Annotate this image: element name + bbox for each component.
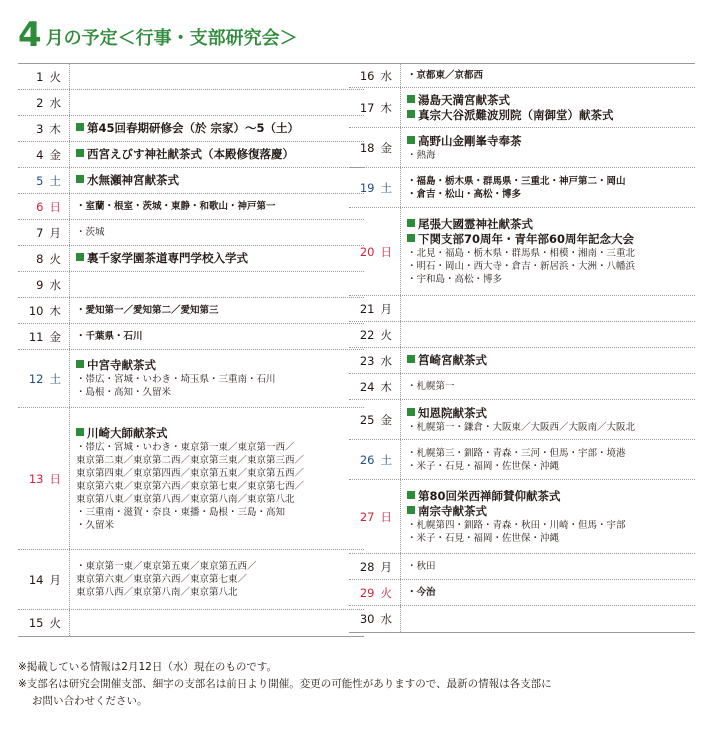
day-number: 20 — [359, 244, 375, 259]
day-number: 26 — [359, 452, 375, 467]
branch-list: ・熱海 — [407, 149, 436, 161]
day-row-11 — [18, 324, 364, 350]
day-number: 24 — [359, 379, 375, 394]
day-row-28 — [349, 554, 695, 580]
day-number: 5 — [36, 173, 44, 188]
events-cell — [401, 580, 695, 605]
events-cell — [401, 374, 695, 399]
day-number: 27 — [359, 509, 375, 524]
day-row-2 — [18, 90, 364, 116]
events-cell — [70, 116, 364, 141]
day-row-14 — [18, 550, 364, 610]
weekday: 月 — [49, 225, 61, 240]
date-cell — [18, 272, 70, 297]
branch-list: ・福島・栃木県・群馬県・三重北・神戸第二・岡山 — [407, 175, 626, 187]
day-number: 22 — [359, 327, 375, 342]
day-row-18 — [349, 128, 695, 168]
events-cell — [70, 142, 364, 167]
weekday: 木 — [49, 303, 61, 318]
date-cell — [349, 440, 401, 479]
event-text: 水無瀬神宮献茶式 — [87, 173, 179, 187]
square-bullet-icon — [407, 234, 415, 242]
branch-list: 東京第八西／東京第八南／東京第八北 — [76, 587, 238, 598]
event-item — [407, 217, 691, 232]
day-number: 3 — [36, 121, 44, 136]
day-row-30 — [349, 606, 695, 632]
event-item — [407, 504, 691, 519]
date-cell — [18, 64, 70, 89]
events-cell — [70, 408, 364, 549]
branch-list: 東京第四東／東京第四西／東京第五東／東京第五西／ — [76, 467, 305, 479]
event-item — [407, 406, 691, 421]
weekday: 土 — [380, 452, 392, 467]
weekday: 火 — [49, 616, 61, 630]
day-row-6 — [18, 194, 364, 220]
weekday: 水 — [49, 277, 61, 292]
events-cell — [70, 168, 364, 193]
day-row-23 — [349, 348, 695, 374]
day-number: 9 — [36, 277, 44, 292]
date-cell — [18, 408, 70, 549]
weekday: 日 — [380, 244, 392, 259]
event-text: 第45回春期研修会（於 宗家）～5（土） — [87, 121, 300, 135]
branch-list: ・千葉県・石川 — [76, 331, 143, 342]
weekday: 金 — [49, 329, 61, 344]
events-cell — [401, 296, 695, 321]
date-cell — [18, 610, 70, 636]
day-number: 18 — [359, 140, 375, 155]
day-row-24 — [349, 374, 695, 400]
event-text: 知恩院献茶式 — [418, 405, 487, 420]
event-text: 中宮寺献茶式 — [87, 358, 156, 372]
square-bullet-icon — [407, 219, 415, 227]
weekday: 日 — [49, 471, 61, 486]
events-cell — [70, 350, 364, 407]
event-text: 南宗寺献茶式 — [418, 503, 487, 518]
events-cell — [401, 554, 695, 579]
date-cell — [18, 142, 70, 167]
footnote-1: ※掲載している情報は2月12日（水）現在のものです。 — [18, 661, 277, 673]
day-number: 6 — [36, 199, 44, 214]
event-item — [407, 93, 691, 108]
date-cell — [18, 116, 70, 141]
branch-list: ・明石・岡山・西大寺・倉吉・新居浜・大洲・八幡浜 — [407, 261, 636, 272]
footnotes — [18, 659, 698, 710]
day-row-21 — [349, 296, 695, 322]
weekday: 木 — [380, 379, 392, 394]
day-number: 25 — [359, 412, 375, 427]
weekday: 金 — [49, 147, 61, 162]
branch-list: 東京第六東／東京第六西／東京第七東／東京第七西／ — [76, 480, 305, 492]
square-bullet-icon — [76, 360, 84, 368]
square-bullet-icon — [407, 408, 415, 416]
square-bullet-icon — [407, 506, 415, 514]
day-row-16 — [349, 64, 695, 88]
date-cell — [18, 90, 70, 115]
date-cell — [18, 550, 70, 609]
weekday: 木 — [380, 100, 392, 115]
branch-list: 東京第二東／東京第二西／東京第三東／東京第三西／ — [76, 454, 305, 466]
event-text: 真宗大谷派難波別院（南御堂）献茶式 — [418, 107, 614, 122]
day-row-13 — [18, 408, 364, 550]
events-cell — [401, 208, 695, 295]
event-text: 裏千家学園茶道専門学校入学式 — [87, 251, 248, 265]
event-item — [76, 358, 360, 373]
date-cell — [349, 322, 401, 347]
weekday: 土 — [49, 173, 61, 188]
event-text: 西宮えびす神社献茶式（本殿修復落慶） — [87, 147, 294, 161]
weekday: 木 — [49, 121, 61, 136]
events-cell — [70, 194, 364, 219]
branch-list: ・札幌第一・鎌倉・大阪東／大阪西／大阪南／大阪北 — [407, 421, 636, 433]
events-cell — [401, 440, 695, 479]
square-bullet-icon — [407, 491, 415, 499]
weekday: 火 — [49, 251, 61, 266]
day-row-10 — [18, 298, 364, 324]
day-row-17 — [349, 88, 695, 128]
day-number: 10 — [28, 303, 44, 318]
footnote-2: ※支部名は研究会開催支部、細字の支部名は前日より開催。変更の可能性がありますので、最新の情報は各支部に — [18, 678, 552, 690]
page-title — [18, 12, 298, 55]
calendar-column-right — [349, 63, 695, 633]
date-cell — [349, 64, 401, 87]
branch-list: ・札幌第四・釧路・青森・秋田・川崎・但馬・宇部 — [407, 519, 626, 531]
day-number: 2 — [36, 95, 44, 110]
events-cell — [401, 322, 695, 347]
event-text: 川崎大師献茶式 — [87, 425, 168, 440]
day-number: 4 — [36, 147, 44, 162]
day-row-5 — [18, 168, 364, 194]
events-cell — [70, 298, 364, 323]
event-item — [76, 121, 360, 136]
events-cell — [401, 168, 695, 207]
event-item — [76, 147, 360, 162]
events-cell — [401, 64, 695, 87]
weekday: 土 — [49, 371, 61, 386]
weekday: 月 — [380, 559, 392, 574]
branch-list: ・札幌第一 — [407, 381, 455, 392]
day-number: 23 — [359, 353, 375, 368]
day-row-15 — [18, 610, 364, 636]
branch-list: ・米子・石見・福岡・佐世保・沖縄 — [407, 460, 560, 472]
events-cell — [401, 400, 695, 439]
square-bullet-icon — [76, 253, 84, 261]
event-text: 尾張大國霊神社献茶式 — [418, 217, 533, 231]
day-row-29 — [349, 580, 695, 606]
weekday: 金 — [380, 412, 392, 427]
day-number: 28 — [359, 559, 375, 574]
day-row-20 — [349, 208, 695, 296]
branch-list: ・三重南・滋賀・奈良・東播・島根・三島・高知 — [76, 506, 286, 518]
day-number: 29 — [359, 585, 375, 600]
weekday: 月 — [49, 572, 61, 587]
date-cell — [349, 208, 401, 295]
weekday: 火 — [49, 69, 61, 84]
square-bullet-icon — [407, 110, 415, 118]
event-item — [407, 108, 691, 123]
square-bullet-icon — [76, 149, 84, 157]
branch-list: ・秋田 — [407, 561, 436, 572]
day-row-9 — [18, 272, 364, 298]
date-cell — [349, 296, 401, 321]
branch-list: ・帯広・宮城・いわき・埼玉県・三重南・石川 — [76, 374, 276, 385]
weekday: 日 — [49, 199, 61, 214]
date-cell — [349, 374, 401, 399]
event-item — [76, 173, 360, 188]
branch-list: ・今治 — [407, 587, 436, 598]
date-cell — [18, 298, 70, 323]
event-text: 湯島天満宮献茶式 — [418, 92, 510, 107]
event-text: 筥崎宮献茶式 — [418, 353, 487, 367]
weekday: 金 — [380, 140, 392, 155]
date-cell — [18, 220, 70, 245]
branch-list: ・東京第一東／東京第五東／東京第五西／ — [76, 561, 257, 572]
calendar-column-left — [18, 63, 364, 637]
date-cell — [349, 348, 401, 373]
title-text: 月の予定＜行事・支部研究会＞ — [45, 28, 298, 49]
events-cell — [70, 610, 364, 636]
square-bullet-icon — [76, 175, 84, 183]
events-cell — [401, 606, 695, 632]
weekday: 月 — [380, 301, 392, 316]
day-number: 19 — [359, 180, 375, 195]
day-row-1 — [18, 64, 364, 90]
date-cell — [18, 168, 70, 193]
day-row-7 — [18, 220, 364, 246]
day-number: 15 — [28, 616, 44, 630]
weekday: 水 — [380, 353, 392, 368]
branch-list: 東京第六東／東京第六西／東京第七東／ — [76, 574, 248, 585]
events-cell — [70, 324, 364, 349]
events-cell — [401, 480, 695, 553]
date-cell — [349, 580, 401, 605]
square-bullet-icon — [407, 95, 415, 103]
branch-list: ・室蘭・根室・茨城・東静・和歌山・神戸第一 — [76, 201, 276, 212]
branch-list: ・北見・福島・栃木県・群馬県・相模・湘南・三重北 — [407, 248, 636, 259]
events-cell — [401, 128, 695, 167]
day-number: 17 — [359, 100, 375, 115]
branch-list: ・島根・高知・久留米 — [76, 387, 172, 398]
square-bullet-icon — [407, 355, 415, 363]
events-cell — [401, 88, 695, 127]
day-row-25 — [349, 400, 695, 440]
weekday: 土 — [380, 180, 392, 195]
events-cell — [70, 272, 364, 297]
event-text: 下関支部70周年・青年部60周年記念大会 — [418, 232, 635, 246]
day-number: 14 — [28, 572, 44, 587]
events-cell — [401, 348, 695, 373]
weekday: 日 — [380, 509, 392, 524]
event-text: 高野山金剛峯寺奉茶 — [418, 133, 522, 148]
day-row-3 — [18, 116, 364, 142]
day-number: 30 — [359, 612, 375, 626]
event-item — [407, 232, 691, 247]
date-cell — [349, 128, 401, 167]
day-row-4 — [18, 142, 364, 168]
events-cell — [70, 90, 364, 115]
branch-list: ・倉吉・松山・高松・博多 — [407, 188, 522, 200]
events-cell — [70, 550, 364, 609]
day-number: 7 — [36, 225, 44, 240]
weekday: 水 — [380, 612, 392, 626]
events-cell — [70, 246, 364, 271]
square-bullet-icon — [76, 428, 84, 436]
event-item — [407, 489, 691, 504]
date-cell — [349, 88, 401, 127]
day-number: 12 — [28, 371, 44, 386]
date-cell — [349, 168, 401, 207]
day-row-8 — [18, 246, 364, 272]
title-month-number: 4 — [18, 15, 42, 55]
weekday: 火 — [380, 585, 392, 600]
branch-list: ・愛知第一／愛知第二／愛知第三 — [76, 305, 219, 316]
event-text: 第80回栄西禅師賛仰献茶式 — [418, 488, 561, 503]
day-number: 11 — [28, 329, 44, 344]
day-row-27 — [349, 480, 695, 554]
day-number: 8 — [36, 251, 44, 266]
date-cell — [18, 246, 70, 271]
event-item — [407, 353, 691, 368]
branch-list: ・京都東／京都西 — [407, 70, 484, 81]
branch-list: 東京第八東／東京第八西／東京第八南／東京第八北 — [76, 493, 295, 505]
weekday: 水 — [380, 68, 392, 83]
date-cell — [349, 606, 401, 632]
day-number: 1 — [36, 69, 44, 84]
date-cell — [349, 480, 401, 553]
branch-list: ・久留米 — [76, 519, 115, 531]
footnote-2-cont: お問い合わせください。 — [32, 695, 148, 707]
event-item — [407, 134, 691, 149]
branch-list: ・米子・石見・福岡・佐世保・沖縄 — [407, 532, 560, 544]
date-cell — [18, 324, 70, 349]
event-item — [76, 251, 360, 266]
branch-list: ・宇和島・高松・博多 — [407, 274, 503, 285]
weekday: 火 — [380, 327, 392, 342]
square-bullet-icon — [407, 136, 415, 144]
weekday: 水 — [49, 95, 61, 110]
branch-list: ・帯広・宮城・いわき・東京第一東／東京第一西／ — [76, 441, 295, 453]
events-cell — [70, 220, 364, 245]
day-row-26 — [349, 440, 695, 480]
branch-list: ・札幌第三・釧路・青森・三河・但馬・宇部・境港 — [407, 447, 626, 459]
day-number: 16 — [359, 68, 375, 83]
day-row-12 — [18, 350, 364, 408]
events-cell — [70, 64, 364, 89]
branch-list: ・茨城 — [76, 227, 105, 238]
day-number: 13 — [28, 471, 44, 486]
date-cell — [18, 350, 70, 407]
date-cell — [18, 194, 70, 219]
date-cell — [349, 554, 401, 579]
day-row-19 — [349, 168, 695, 208]
day-number: 21 — [359, 301, 375, 316]
day-row-22 — [349, 322, 695, 348]
date-cell — [349, 400, 401, 439]
square-bullet-icon — [76, 123, 84, 131]
event-item — [76, 426, 360, 441]
